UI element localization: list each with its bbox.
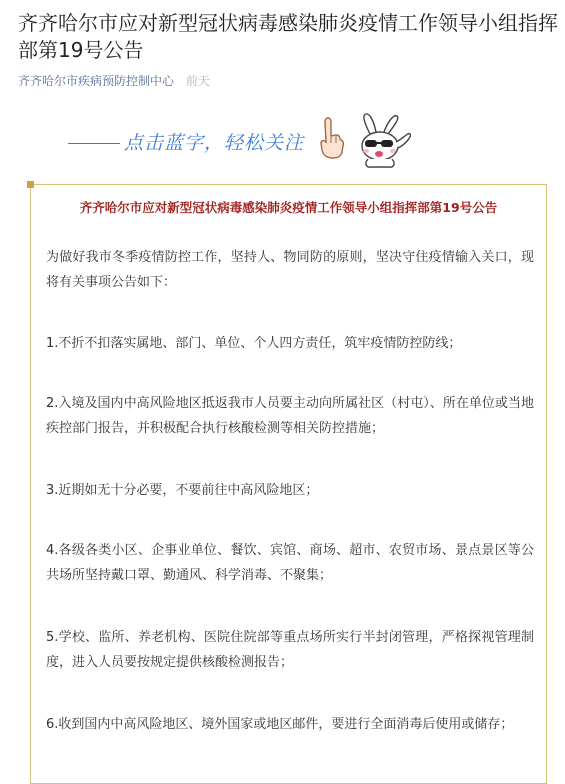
notice-paragraph-2: 2.入境及国内中高风险地区抵返我市人员要主动向所属社区（村屯）、所在单位或当地疾控部门报告，并积极配合执行核酸检测等相关防控措施；	[46, 396, 534, 436]
follow-banner[interactable]	[68, 112, 498, 172]
article-title: 齐齐哈尔市应对新型冠状病毒感染肺炎疫情工作领导小组指挥部第19号公告	[18, 11, 558, 62]
notice-paragraph-1: 1.不折不扣落实属地、部门、单位、个人四方责任，筑牢疫情防控防线；	[46, 336, 462, 351]
box-corner-decoration	[27, 181, 34, 188]
notice-paragraph-intro: 为做好我市冬季疫情防控工作，坚持人、物同防的原则，坚决守住疫情输入关口，现将有关事项公告如下：	[46, 250, 534, 290]
pointing-hand-icon	[316, 116, 346, 160]
notice-title: 齐齐哈尔市应对新型冠状病毒感染肺炎疫情工作领导小组指挥部第19号公告	[79, 200, 498, 215]
publish-time: 前天	[185, 74, 210, 88]
sunglasses-rabbit-icon	[350, 112, 416, 170]
notice-box	[30, 184, 547, 784]
notice-paragraph-4: 4.各级各类小区、企事业单位、餐饮、宾馆、商场、超市、农贸市场、景点景区等公共场所坚持戴口罩、勤通风、科学消毒、不聚集；	[46, 543, 534, 583]
notice-paragraph-5: 5.学校、监所、养老机构、医院住院部等重点场所实行半封闭管理，严格探视管理制度，进入人员要按规定提供核酸检测报告；	[46, 630, 534, 670]
article-meta	[18, 73, 210, 89]
notice-paragraph-3: 3.近期如无十分必要，不要前往中高风险地区；	[46, 483, 319, 498]
notice-paragraph-6: 6.收到国内中高风险地区、境外国家或地区邮件，要进行全面消毒后使用或储存；	[46, 717, 514, 732]
account-name-link[interactable]: 齐齐哈尔市疾病预防控制中心	[18, 74, 175, 88]
banner-divider-line	[68, 143, 120, 144]
banner-text[interactable]: 点击蓝字，轻松关注	[124, 132, 305, 154]
